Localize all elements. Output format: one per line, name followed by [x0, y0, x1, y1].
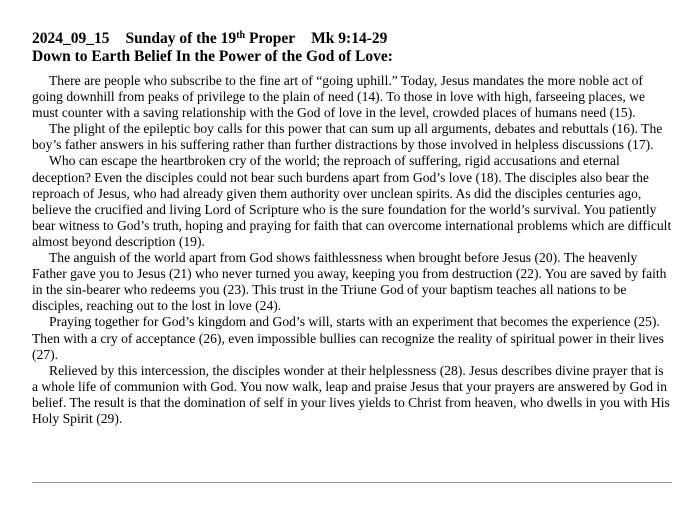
document-page	[32, 30, 672, 427]
paragraph: Praying together for God’s kingdom and God’s will, starts with an experiment that becomes the experience (25). Then with a cry of acceptance (26), even impossible bullies can recognize the reality of spiritual power in their lives (27).	[32, 314, 664, 362]
paragraph: There are people who subscribe to the fine art of “going uphill.” Today, Jesus mandates the more noble act of going downhill from peaks of privilege to the plain of need (14). To those in love with high, farseeing places, we must counter with a saving relationship with the God of love in the level, crowded places of humans need (15).	[32, 73, 646, 121]
liturgical-day-prefix: Sunday of the 19	[125, 30, 237, 47]
liturgical-day	[126, 30, 296, 47]
scripture-reference: Mk 9:14-29	[311, 30, 388, 47]
sermon-date: 2024_09_15	[32, 30, 110, 47]
paragraph: Who can escape the heartbroken cry of the world; the reproach of suffering, rigid accusations and eternal deception? Even the disciples could not bear such burdens apart from God’s love (18). The disciples also bear the reproach of Jesus, who had already given them authority over unclean spirits. As did the disciples centuries ago, believe the crucified and living Lord of Scripture who is the sure foundation for the world’s survival. You patiently bear witness to God’s truth, hoping and praying for faith that can overcome international problems which are difficult almost beyond description (19).	[32, 153, 672, 249]
sermon-title: Down to Earth Belief In the Power of the God of Love:	[32, 48, 393, 65]
header-line	[32, 30, 672, 48]
sermon-body	[32, 73, 672, 427]
liturgical-day-superscript: th	[236, 30, 246, 41]
bottom-divider	[32, 482, 672, 483]
paragraph: Relieved by this intercession, the disciples wonder at their helplessness (28). Jesus describes divine prayer that is a whole life of communion with God. You now walk, leap and praise Jesus that your prayers are answered by God in belief. The result is that the domination of self in your lives yields to Christ from heaven, who dwells in you with His Holy Spirit (29).	[32, 362, 670, 426]
paragraph: The plight of the epileptic boy calls for this power that can sum up all arguments, debates and rebuttals (16). The boy’s father answers in his suffering rather than further distractions by those involved in helpless discussions (17).	[32, 121, 663, 153]
paragraph: The anguish of the world apart from God shows faithlessness when brought before Jesus (20). The heavenly Father gave you to Jesus (21) who never turned you away, keeping you from destruction (22). You are saved by faith in the sin-bearer who redeems you (23). This trust in the Triune God of your baptism teaches all nations to be disciples, reaching out to the lost in love (24).	[32, 250, 667, 314]
liturgical-day-suffix: Proper	[245, 30, 296, 47]
